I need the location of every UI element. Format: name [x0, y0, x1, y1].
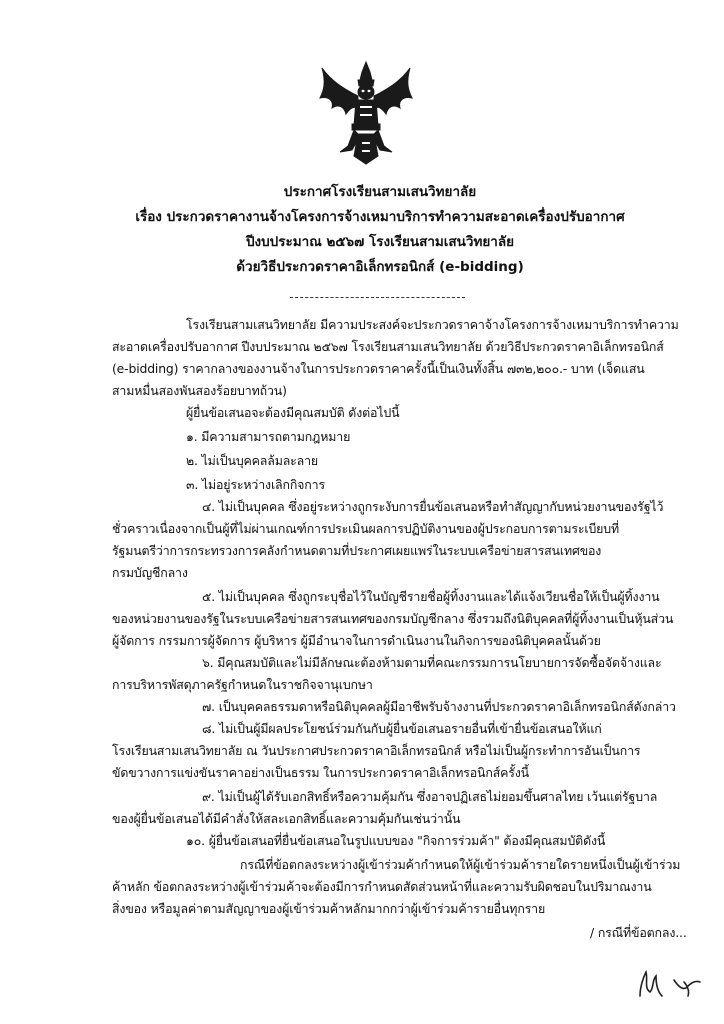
joint-venture-line: ค้าหลัก ข้อตกลงระหว่างผู้เข้าร่วมค้าจะต้องมีการกำหนดสัดส่วนหน้าที่และความรับผิดชอบในปริมาณงาน — [112, 879, 652, 894]
qualification-item: ๙. ไม่เป็นผู้ได้รับเอกสิทธิ์หรือความคุ้มกัน ซึ่งอาจปฏิเสธไม่ยอมขึ้นศาลไทย เว้นแต่รัฐบาล — [202, 789, 658, 804]
qualification-item-cont: กรมบัญชีกลาง — [112, 565, 188, 580]
qualification-item: ๑๐. ผู้ยื่นข้อเสนอที่ยื่นข้อเสนอในรูปแบบของ "กิจการร่วมค้า" ต้องมีคุณสมบัติดังนี้ — [186, 833, 606, 848]
qualification-item: ๕. ไม่เป็นบุคคล ซึ่งถูกระบุชื่อไว้ในบัญชีรายชื่อผู้ทิ้งงานและได้แจ้งเวียนชื่อให้เป็นผู้ทิ้งงาน — [202, 589, 660, 604]
qualification-item-cont: ของผู้ยื่นข้อเสนอได้มีคำสั่งให้สละเอกสิทธิ์และความคุ้มกันเช่นว่านั้น — [112, 811, 461, 826]
intro-line: (e-bidding) ราคากลางของงานจ้างในการประกวดราคาครั้งนี้เป็นเงินทั้งสิ้น ๗๓๒,๒๐๐.- บาท (เจ็ดแสน — [112, 361, 645, 376]
announcement-fiscal-year: ปีงบประมาณ ๒๕๖๗ โรงเรียนสามเสนวิทยาลัย — [245, 234, 515, 250]
qualification-item-cont: ขัดขวางการแข่งขันราคาอย่างเป็นธรรม ในการประกวดราคาอิเล็กทรอนิกส์ครั้งนี้ — [112, 765, 529, 780]
announcement-method: ด้วยวิธีประกวดราคาอิเล็กทรอนิกส์ (e-bidding) — [236, 259, 524, 275]
announcement-title: ประกาศโรงเรียนสามเสนวิทยาลัย — [283, 184, 477, 200]
intro-line: สามหมื่นสองพันสองร้อยบาทถ้วน) — [112, 383, 287, 398]
intro-line: สะอาดเครื่องปรับอากาศ ปีงบประมาณ ๒๕๖๗ โรงเรียนสามเสนวิทยาลัย ด้วยวิธีประกวดราคาอิเล็กทรอนิกส์ — [112, 339, 664, 354]
intro-line: โรงเรียนสามเสนวิทยาลัย มีความประสงค์จะประกวดราคาจ้างโครงการจ้างเหมาบริการทำความ — [186, 317, 679, 332]
qualifications-heading: ผู้ยื่นข้อเสนอจะต้องมีคุณสมบัติ ดังต่อไปนี้ — [186, 405, 400, 420]
qualification-item-cont: ผู้จัดการ กรรมการผู้จัดการ ผู้บริหาร ผู้มีอำนาจในการดำเนินงานในกิจการของนิติบุคคลนั้นด้วย — [112, 633, 601, 648]
qualification-item-cont: ของหน่วยงานของรัฐในระบบเครือข่ายสารสนเทศของกรมบัญชีกลาง ซึ่งรวมถึงนิติบุคคลที่ผู้ทิ้งงานเป็นหุ้นส่วน — [112, 611, 674, 626]
qualification-item-cont: โรงเรียนสามเสนวิทยาลัย ณ วันประกาศประกวดราคาอิเล็กทรอนิกส์ หรือไม่เป็นผู้กระทำการอันเป็นการ — [112, 743, 641, 758]
qualification-item: ๒. ไม่เป็นบุคคลล้มละลาย — [186, 453, 319, 468]
announcement-subject: เรื่อง ประกวดราคางานจ้างโครงการจ้างเหมาบริการทำความสะอาดเครื่องปรับอากาศ — [135, 209, 625, 225]
qualification-item: ๔. ไม่เป็นบุคคล ซึ่งอยู่ระหว่างถูกระงับการยื่นข้อเสนอหรือทำสัญญากับหน่วยงานของรัฐไว้ — [202, 499, 664, 514]
continuation-marker: / กรณีที่ข้อตกลง... — [590, 925, 687, 940]
signature-initials — [634, 966, 704, 1002]
qualification-item: ๑. มีความสามารถตามกฎหมาย — [186, 429, 351, 444]
qualification-item-cont: ชั่วคราวเนื่องจากเป็นผู้ที่ไม่ผ่านเกณฑ์การประเมินผลการปฏิบัติงานของผู้ประกอบการตามระเบียบที่ — [112, 521, 619, 536]
garuda-emblem-icon — [318, 60, 414, 166]
qualification-item: ๗. เป็นบุคคลธรรมดาหรือนิติบุคคลผู้มีอาชีพรับจ้างงานที่ประกวดราคาอิเล็กทรอนิกส์ดังกล่าว — [202, 699, 676, 714]
header-divider — [290, 297, 465, 298]
qualification-item: ๖. มีคุณสมบัติและไม่มีลักษณะต้องห้ามตามที่คณะกรรมการนโยบายการจัดซื้อจัดจ้างและ — [202, 655, 662, 670]
joint-venture-line: สิ่งของ หรือมูลค่าตามสัญญาของผู้เข้าร่วมค้าหลักมากกว่าผู้เข้าร่วมค้ารายอื่นทุกราย — [112, 901, 546, 916]
joint-venture-line: กรณีที่ข้อตกลงระหว่างผู้เข้าร่วมค้ากำหนดให้ผู้เข้าร่วมค้ารายใดรายหนึ่งเป็นผู้เข้าร่วม — [240, 857, 681, 872]
qualification-item: ๓. ไม่อยู่ระหว่างเลิกกิจการ — [186, 477, 325, 492]
qualification-item-cont: การบริหารพัสดุภาครัฐกำหนดในราชกิจจานุเบกษา — [112, 677, 373, 692]
qualification-item-cont: รัฐมนตรีว่าการกระทรวงการคลังกำหนดตามที่ประกาศเผยแพร่ในระบบเครือข่ายสารสนเทศของ — [112, 543, 602, 558]
qualification-item: ๘. ไม่เป็นผู้มีผลประโยชน์ร่วมกันกับผู้ยื่นข้อเสนอรายอื่นที่เข้ายื่นข้อเสนอให้แก่ — [202, 721, 602, 736]
